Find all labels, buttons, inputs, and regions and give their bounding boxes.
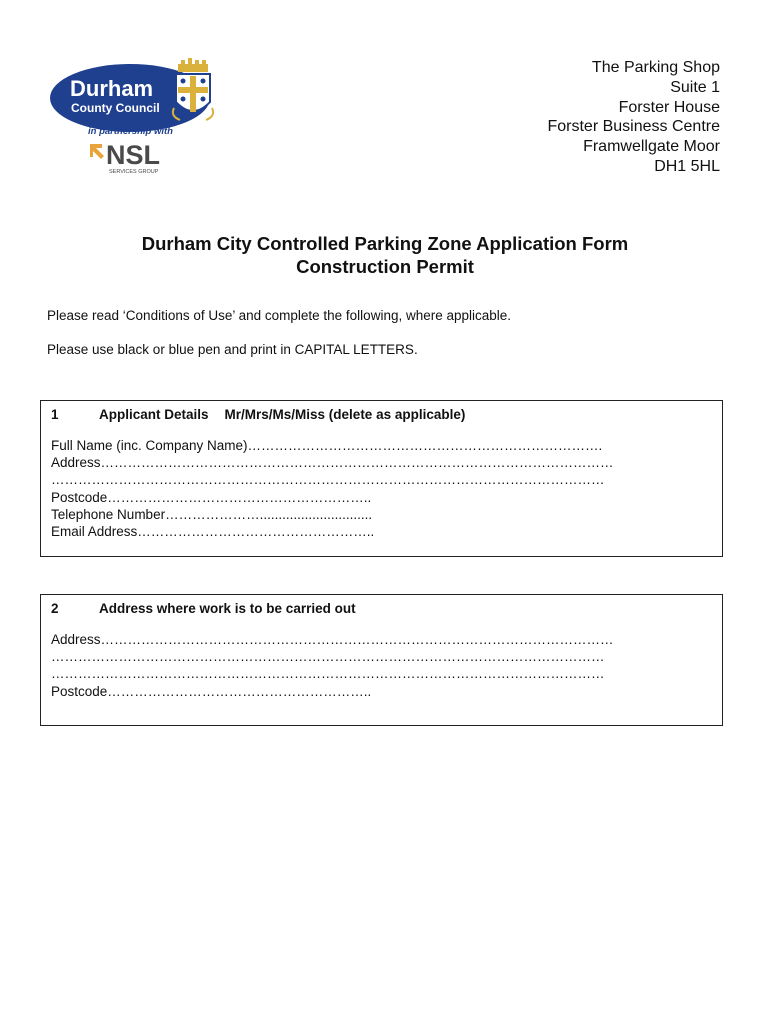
- postcode-field[interactable]: Postcode…………………………………………………..: [51, 489, 372, 505]
- section1-number: 1: [51, 407, 59, 422]
- work-address-field[interactable]: Address……………………………………………………………………………………………………: [51, 632, 614, 647]
- form-title: [0, 232, 770, 278]
- section2-number: 2: [51, 601, 59, 616]
- form-title-line2: Construction Permit: [296, 256, 474, 277]
- address-line: The Parking Shop: [591, 59, 720, 76]
- instruction-conditions: Please read ‘Conditions of Use’ and complete the following, where applicable.: [47, 308, 512, 323]
- work-address-field-continued[interactable]: ……………………………………………………………………………………………………………: [51, 649, 605, 665]
- section-applicant-details: [40, 400, 723, 557]
- section2-label: Address where work is to be carried out: [99, 601, 356, 616]
- section1-title-note: Mr/Mrs/Ms/Miss (delete as applicable): [224, 407, 466, 422]
- section1-fields: [51, 437, 704, 540]
- logo-name-line2: County Council: [71, 101, 160, 115]
- parking-shop-address: [547, 58, 720, 177]
- section-work-address: [40, 594, 723, 726]
- section2-header: [51, 601, 356, 616]
- section1-label: Applicant Details: [99, 407, 209, 422]
- form-title-line1: Durham City Controlled Parking Zone Application Form: [141, 233, 629, 254]
- address-field[interactable]: Address……………………………………………………………………………………………………: [51, 455, 614, 471]
- nsl-arrow-icon: [90, 144, 104, 159]
- address-line: Suite 1: [670, 78, 720, 96]
- email-field[interactable]: Email Address……………………………………………..: [51, 524, 375, 540]
- address-line: DH1 5HL: [654, 157, 720, 175]
- telephone-field[interactable]: Telephone Number…………………..............................: [51, 506, 373, 522]
- logo-partner-sub: SERVICES GROUP: [109, 169, 159, 175]
- logo-name-line1: Durham: [70, 76, 154, 101]
- work-postcode-field[interactable]: Postcode…………………………………………………..: [51, 683, 372, 699]
- address-line: Forster House: [618, 98, 720, 116]
- address-field-continued[interactable]: ……………………………………………………………………………………………………………: [51, 472, 605, 488]
- address-line: Framwellgate Moor: [583, 138, 720, 156]
- address-line: Forster Business Centre: [547, 118, 720, 136]
- logo-partnership-text: in partnership with: [88, 126, 173, 137]
- work-address-field-continued[interactable]: ……………………………………………………………………………………………………………: [51, 666, 605, 682]
- section1-header: [51, 407, 465, 422]
- durham-county-council-logo: [50, 58, 222, 176]
- section2-fields: [51, 631, 704, 700]
- full-name-field[interactable]: Full Name (inc. Company Name)…………………………………………………………………….: [51, 438, 603, 453]
- logo-partner-name: NSL: [106, 140, 160, 170]
- instruction-pen: Please use black or blue pen and print in CAPITAL LETTERS.: [47, 342, 418, 357]
